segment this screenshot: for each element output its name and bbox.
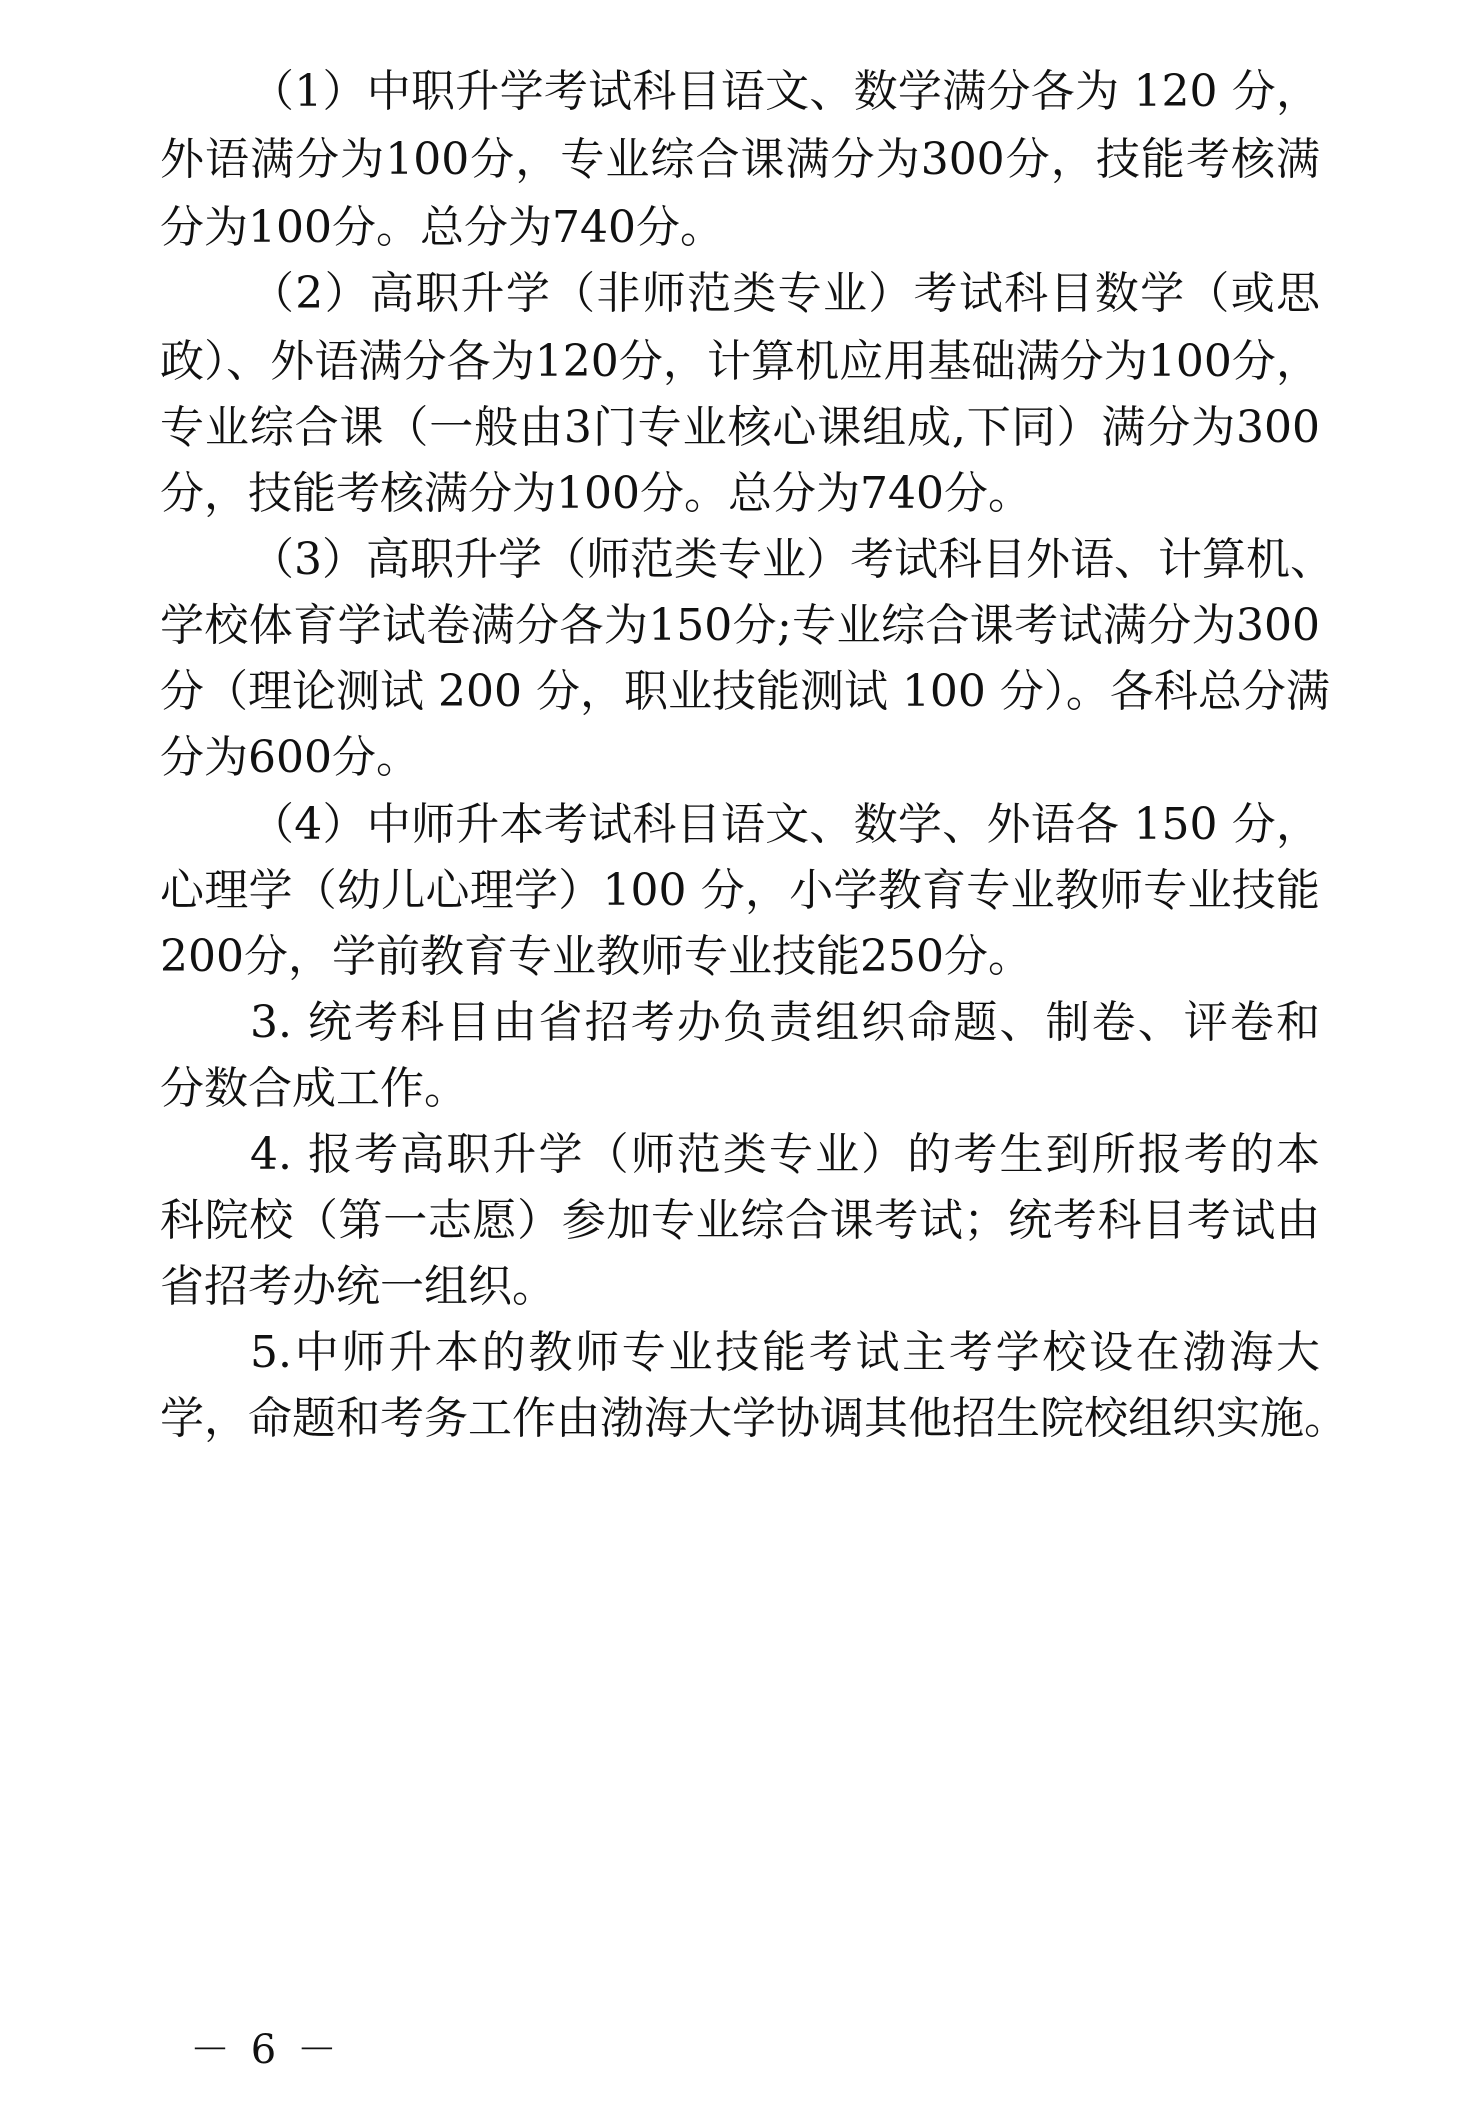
paragraph-4-line-2: 心理学（幼儿心理学）100 分，小学教育专业教师专业技能: [160, 865, 1320, 916]
paragraph-3-line-3: 分（理论测试 200 分，职业技能测试 100 分）。各科总分满: [160, 666, 1330, 717]
paragraph-4-line-3: 200分，学前教育专业教师专业技能250分。: [160, 931, 1032, 982]
item-5-line-1: 5.中师升本的教师专业技能考试主考学校设在渤海大: [250, 1327, 1320, 1378]
item-5-line-2: 学，命题和考务工作由渤海大学协调其他招生院校组织实施。: [160, 1393, 1348, 1444]
paragraph-1-line-2: 外语满分为100分，专业综合课满分为300分，技能考核满: [160, 134, 1320, 185]
item-4-line-2: 科院校（第一志愿）参加专业综合课考试；统考科目考试由: [160, 1195, 1320, 1246]
item-4-line-1: 4. 报考高职升学（师范类专业）的考生到所报考的本: [250, 1129, 1320, 1180]
paragraph-3-line-1: （3）高职升学（师范类专业）考试科目外语、计算机、: [250, 534, 1334, 585]
page-number: － 6 －: [190, 2027, 341, 2073]
item-3-line-1: 3. 统考科目由省招考办负责组织命题、制卷、评卷和: [250, 997, 1320, 1048]
item-3-line-2: 分数合成工作。: [160, 1063, 468, 1114]
paragraph-3-line-4: 分为600分。: [160, 732, 420, 783]
paragraph-2-line-4: 分，技能考核满分为100分。总分为740分。: [160, 468, 1032, 519]
paragraph-2-line-1: （2）高职升学（非师范类专业）考试科目数学（或思: [250, 268, 1320, 319]
paragraph-2-line-2: 政）、外语满分各为120分，计算机应用基础满分为100分，: [160, 336, 1320, 387]
paragraph-1-line-1: （1）中职升学考试科目语文、数学满分各为 120 分，: [250, 66, 1320, 117]
paragraph-2-line-3: 专业综合课（一般由3门专业核心课组成,下同）满分为300: [160, 402, 1320, 453]
item-4-line-3: 省招考办统一组织。: [160, 1261, 556, 1312]
paragraph-3-line-2: 学校体育学试卷满分各为150分;专业综合课考试满分为300: [160, 600, 1320, 651]
paragraph-4-line-1: （4）中师升本考试科目语文、数学、外语各 150 分，: [250, 799, 1320, 850]
paragraph-1-line-3: 分为100分。总分为740分。: [160, 202, 724, 253]
